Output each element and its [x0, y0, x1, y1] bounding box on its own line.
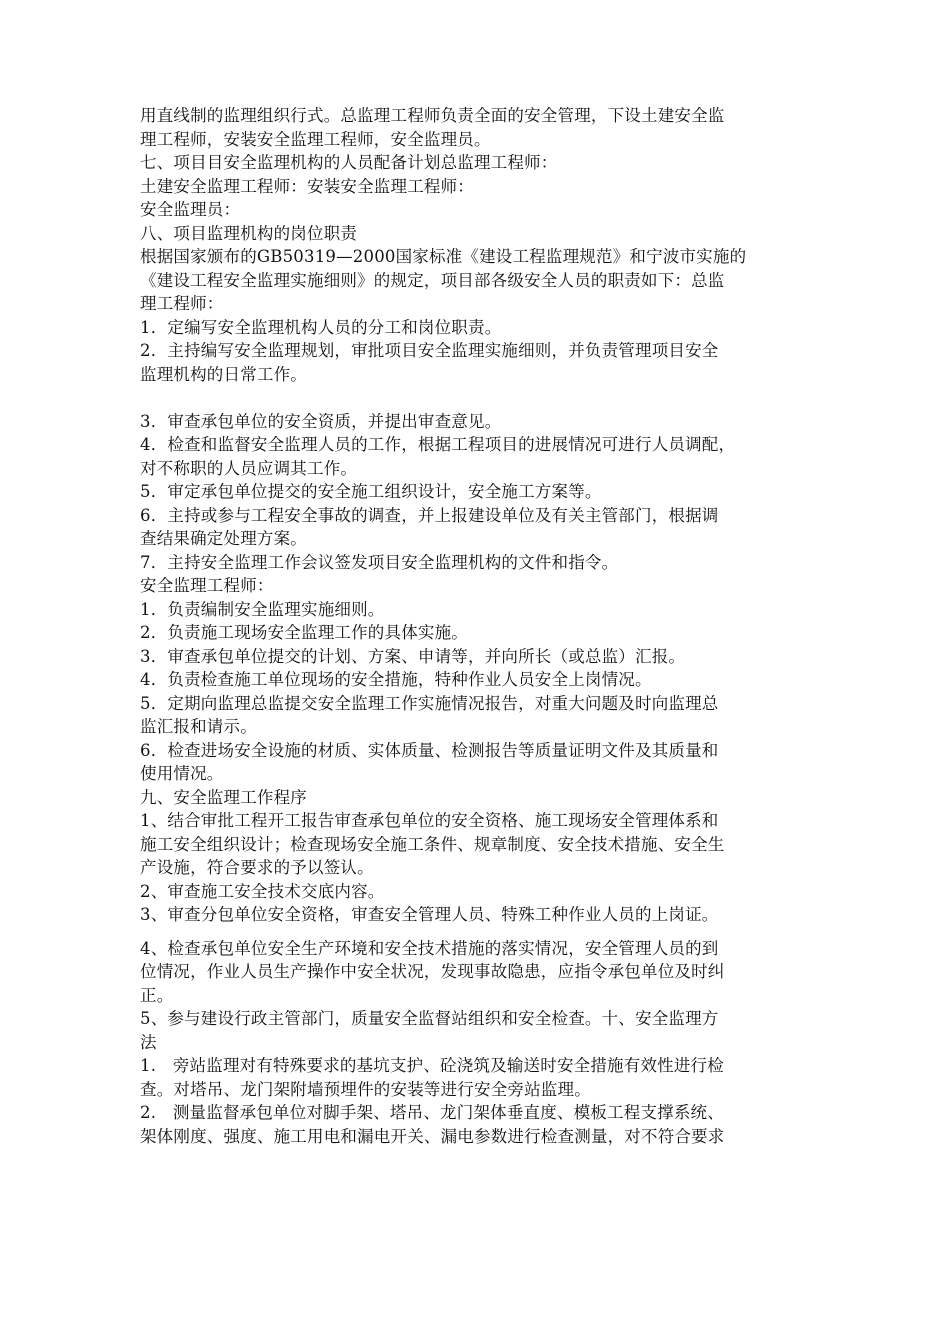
list-item: 1．定编写安全监理机构人员的分工和岗位职责。 — [140, 317, 502, 337]
text-line: 根据国家颁布的GB50319—2000国家标准《建设工程监理规范》和宁波市实施的 — [140, 247, 747, 266]
list-item: 6．主持或参与工程安全事故的调查，并上报建设单位及有关主管部门，根据调 — [140, 505, 719, 525]
list-item: 1、结合审批工程开工报告审查承包单位的安全资格、施工现场安全管理体系和 — [140, 811, 719, 830]
text-line: 查结果确定处理方案。 — [140, 529, 307, 548]
list-item: 4．检查和监督安全监理人员的工作，根据工程项目的进展情况可进行人员调配， — [140, 435, 736, 454]
text-line: 理工程师，安装安全监理工程师，安全监理员。 — [140, 129, 491, 149]
text-line: 监理机构的日常工作。 — [140, 364, 307, 384]
text-line: 对不称职的人员应调其工作。 — [140, 458, 358, 478]
text-line: 理工程师： — [140, 294, 224, 313]
subheading: 安全监理工程师： — [140, 576, 274, 595]
section-heading-9: 九、安全监理工作程序 — [140, 787, 307, 807]
list-item: 5．定期向监理总监提交安全监理工作实施情况报告，对重大问题及时向监理总 — [140, 693, 719, 713]
section-heading-8: 八、项目监理机构的岗位职责 — [140, 223, 358, 243]
text-line: 位情况，作业人员生产操作中安全状况，发现事故隐患，应指令承包单位及时纠 — [140, 962, 725, 981]
text-line: 产设施，符合要求的予以签认。 — [140, 858, 374, 877]
blank-line — [140, 386, 820, 410]
list-item: 2．主持编写安全监理规划，审批项目安全监理实施细则，并负责管理项目安全 — [140, 341, 719, 360]
text-line: 使用情况。 — [140, 764, 224, 783]
list-item: 5、参与建设行政主管部门，质量安全监督站组织和安全检查。十、安全监理方 — [140, 1009, 719, 1028]
list-item: 3．审查承包单位的安全资质，并提出审查意见。 — [140, 411, 502, 431]
list-item: 6．检查进场安全设施的材质、实体质量、检测报告等质量证明文件及其质量和 — [140, 740, 719, 760]
text-line: 施工安全组织设计；检查现场安全施工条件、规章制度、安全技术措施、安全生 — [140, 834, 725, 854]
list-item: 5．审定承包单位提交的安全施工组织设计，安全施工方案等。 — [140, 482, 602, 501]
list-item: 3、审查分包单位安全资格，审查安全管理人员、特殊工种作业人员的上岗证。 — [140, 905, 719, 924]
list-item: 1．负责编制安全监理实施细则。 — [140, 599, 385, 619]
text-line: 法 — [140, 1032, 157, 1052]
document-body — [140, 104, 820, 1148]
list-item: 7．主持安全监理工作会议签发项目安全监理机构的文件和指令。 — [140, 552, 619, 572]
text-line: 查。对塔吊、龙门架附墙预埋件的安装等进行安全旁站监理。 — [140, 1079, 591, 1099]
text-line: 土建安全监理工程师：安装安全监理工程师： — [140, 176, 474, 196]
list-item: 4．负责检查施工单位现场的安全措施，特种作业人员安全上岗情况。 — [140, 670, 652, 689]
list-item: 2、审查施工安全技术交底内容。 — [140, 881, 385, 901]
text-line: 安全监理员： — [140, 200, 241, 219]
text-line: 架体刚度、强度、施工用电和漏电开关、漏电参数进行检查测量，对不符合要求 — [140, 1126, 725, 1146]
text-line: 监汇报和请示。 — [140, 717, 257, 736]
list-item: 2．负责施工现场安全监理工作的具体实施。 — [140, 623, 468, 642]
list-item: 1. 旁站监理对有特殊要求的基坑支护、砼浇筑及输送时安全措施有效性进行检 — [140, 1056, 724, 1075]
list-item: 4、检查承包单位安全生产环境和安全技术措施的落实情况，安全管理人员的到 — [140, 938, 719, 958]
section-heading-7: 七、项目目安全监理机构的人员配备计划总监理工程师： — [140, 153, 558, 172]
text-line: 正。 — [140, 985, 174, 1005]
spacer — [140, 927, 820, 937]
text-line: 《建设工程安全监理实施细则》的规定，项目部各级安全人员的职责如下：总监 — [140, 270, 725, 290]
text-line: 用直线制的监理组织行式。总监理工程师负责全面的安全管理，下设土建安全监 — [140, 106, 725, 125]
list-item: 2. 测量监督承包单位对脚手架、塔吊、龙门架体垂直度、模板工程支撑系统、 — [140, 1103, 724, 1122]
list-item: 3．审查承包单位提交的计划、方案、申请等，并向所长（或总监）汇报。 — [140, 646, 686, 666]
